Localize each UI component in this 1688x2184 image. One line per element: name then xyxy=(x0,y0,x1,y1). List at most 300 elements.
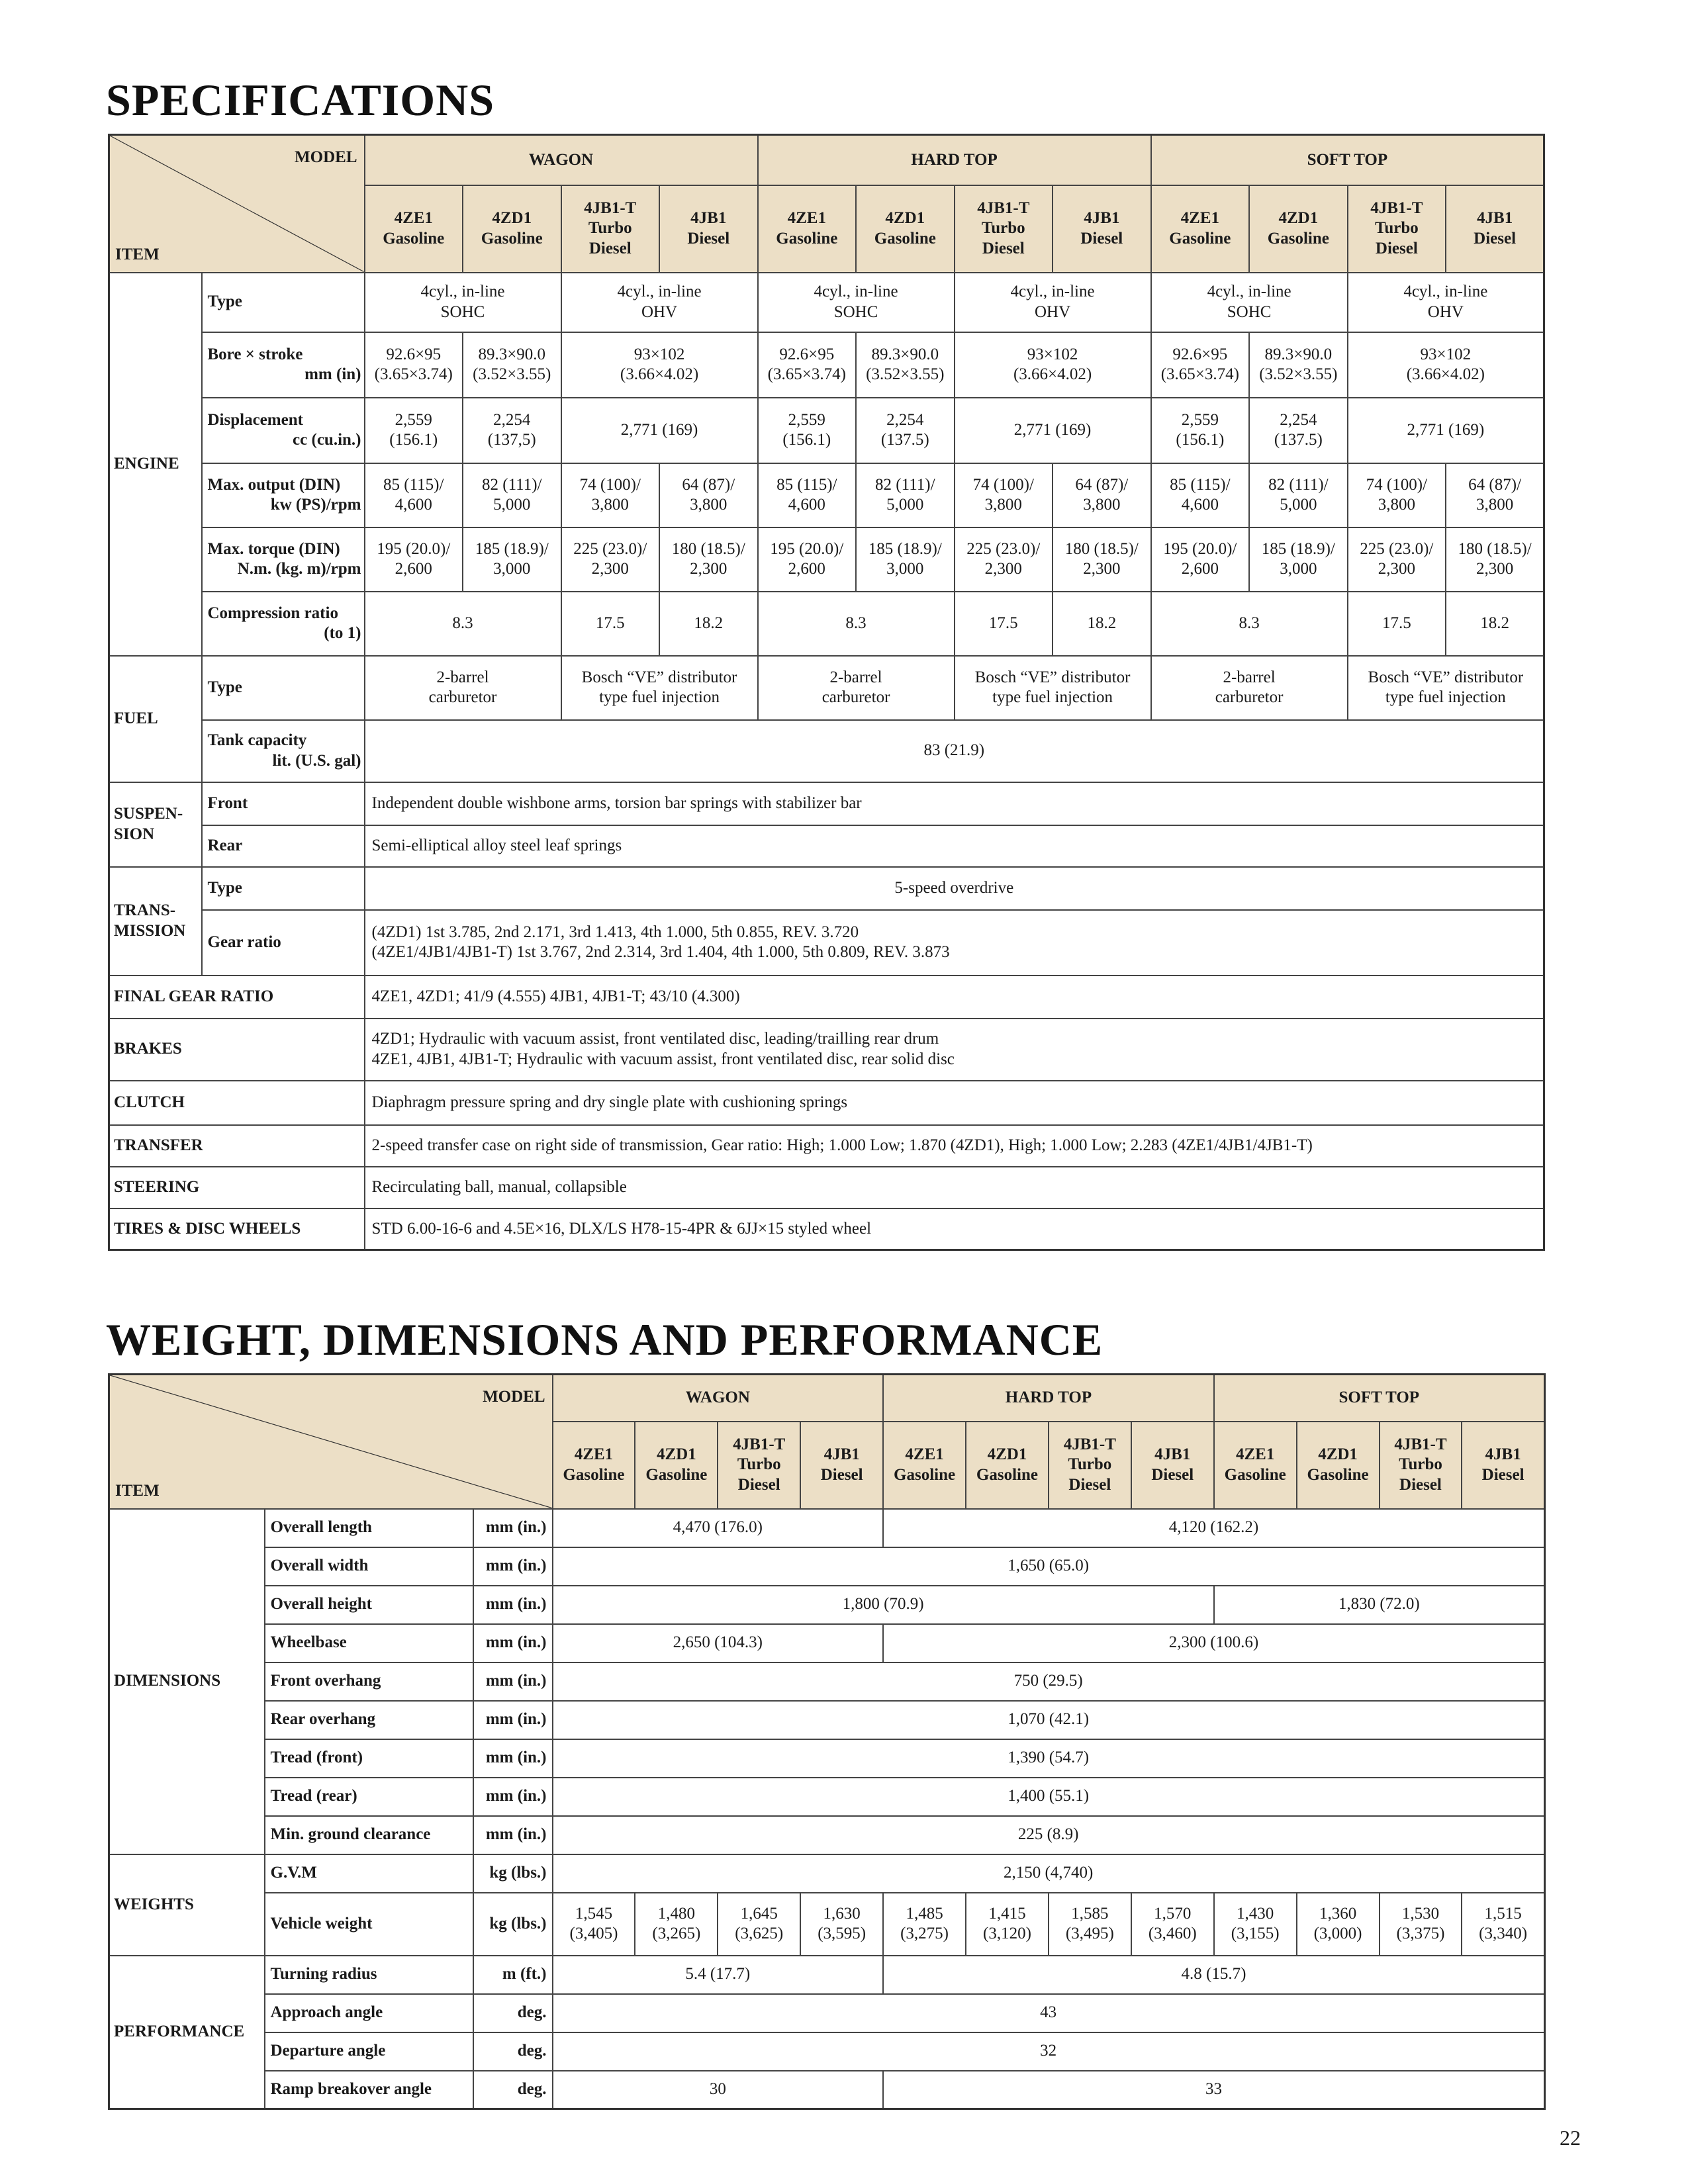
item-label-cell xyxy=(202,463,365,527)
value-cell: 8.3 xyxy=(365,592,561,656)
engine-code: 4ZE1 xyxy=(1236,1445,1275,1463)
engine-code: 4JB1 xyxy=(823,1445,860,1463)
value-cell: 4cyl., in-line SOHC xyxy=(758,273,955,332)
value-cell: 32 xyxy=(553,2032,1545,2071)
unit-label: mm (in.) xyxy=(473,1509,553,1547)
engine-type: Diesel xyxy=(1474,229,1517,248)
unit-label: mm (in.) xyxy=(473,1662,553,1701)
row-brakes xyxy=(109,1019,1544,1081)
value-cell: (4ZD1) 1st 3.785, 2nd 2.171, 3rd 1.413, 4th 1.000, 5th 0.855, REV. 3.720 (4ZE1/4JB1/4JB1-T) 1st 3.767, 2nd 2.314, 3rd 1.404, 4th 1.000, 5th 0.809, REV. 3.873 xyxy=(365,910,1544,976)
section-label: WEIGHTS xyxy=(109,1854,265,1956)
engine-code: 4JB1-T xyxy=(977,199,1030,217)
item-label-cell xyxy=(202,782,365,825)
unit-label: m (ft.) xyxy=(473,1956,553,1994)
value-cell: 2,771 (169) xyxy=(955,398,1151,463)
item-label-cell xyxy=(202,867,365,910)
value-cell: 4,120 (162.2) xyxy=(883,1509,1544,1547)
value-cell: 195 (20.0)/ 2,600 xyxy=(1151,527,1250,592)
value-cell: 1,800 (70.9) xyxy=(553,1586,1214,1624)
engine-header xyxy=(553,1422,635,1509)
engine-type: Gasoline xyxy=(481,229,543,248)
engine-code: 4JB1-T xyxy=(1370,199,1423,217)
value-cell: 92.6×95 (3.65×3.74) xyxy=(1151,332,1250,398)
row-performance-turning-radius xyxy=(109,1956,1545,1994)
item-label: Rear xyxy=(207,836,243,854)
value-cell: 74 (100)/ 3,800 xyxy=(1348,463,1446,527)
unit-label: mm (in.) xyxy=(473,1624,553,1662)
value-cell: 5-speed overdrive xyxy=(365,867,1544,910)
value-cell: 1,415 (3,120) xyxy=(966,1893,1049,1956)
row-engine-type xyxy=(109,273,1544,332)
value-cell: 225 (8.9) xyxy=(553,1816,1545,1854)
unit-label: kw (PS)/rpm xyxy=(270,496,361,514)
unit-label: (to 1) xyxy=(324,624,361,642)
row-engine-compression-ratio xyxy=(109,592,1544,656)
value-cell: 4cyl., in-line OHV xyxy=(1348,273,1544,332)
item-label: Approach angle xyxy=(265,1994,473,2032)
engine-type: Gasoline xyxy=(976,1465,1038,1484)
value-cell: 2,771 (169) xyxy=(561,398,758,463)
value-cell: 93×102 (3.66×4.02) xyxy=(955,332,1151,398)
item-label: Ramp breakover angle xyxy=(265,2071,473,2109)
value-cell: 4,470 (176.0) xyxy=(553,1509,884,1547)
item-label: ITEM xyxy=(115,246,160,263)
engine-type: Gasoline xyxy=(874,229,936,248)
unit-label: mm (in.) xyxy=(473,1778,553,1816)
value-cell: 17.5 xyxy=(1348,592,1446,656)
engine-code: 4ZE1 xyxy=(394,209,433,227)
value-cell: 195 (20.0)/ 2,600 xyxy=(758,527,857,592)
value-cell: 1,430 (3,155) xyxy=(1214,1893,1297,1956)
engine-type: Turbo Diesel xyxy=(1374,219,1419,257)
item-label: Tank capacity xyxy=(207,731,307,749)
engine-header xyxy=(1131,1422,1214,1509)
value-cell: 1,480 (3,265) xyxy=(635,1893,718,1956)
row-weights-g-v-m xyxy=(109,1854,1545,1893)
item-label: Type xyxy=(207,878,242,897)
engine-header xyxy=(463,185,561,273)
unit-label: deg. xyxy=(473,2032,553,2071)
row-trans-mission-gear-ratio xyxy=(109,910,1544,976)
engine-code: 4JB1 xyxy=(1154,1445,1191,1463)
item-label: Overall width xyxy=(265,1547,473,1586)
value-cell: 93×102 (3.66×4.02) xyxy=(561,332,758,398)
engine-type: Turbo Diesel xyxy=(588,219,632,257)
item-label: Tread (rear) xyxy=(265,1778,473,1816)
unit-label: mm (in.) xyxy=(473,1816,553,1854)
section-label: TRANSFER xyxy=(109,1125,365,1167)
value-cell: 180 (18.5)/ 2,300 xyxy=(659,527,758,592)
engine-header xyxy=(1380,1422,1462,1509)
value-cell: 4cyl., in-line OHV xyxy=(955,273,1151,332)
section-label: SUSPEN- SION xyxy=(109,782,202,867)
value-cell: 64 (87)/ 3,800 xyxy=(1446,463,1544,527)
value-cell: STD 6.00-16-6 and 4.5E×16, DLX/LS H78-15-4PR & 6JJ×15 styled wheel xyxy=(365,1208,1544,1250)
value-cell: 74 (100)/ 3,800 xyxy=(561,463,660,527)
unit-label: deg. xyxy=(473,2071,553,2109)
weight-dimensions-performance-title: WEIGHT, DIMENSIONS AND PERFORMANCE xyxy=(106,1314,1103,1365)
row-trans-mission-type xyxy=(109,867,1544,910)
value-cell: Recirculating ball, manual, collapsible xyxy=(365,1167,1544,1208)
item-label: Type xyxy=(207,678,242,696)
engine-type: Diesel xyxy=(1151,1465,1194,1484)
section-label: CLUTCH xyxy=(109,1081,365,1125)
row-transfer xyxy=(109,1125,1544,1167)
unit-label: mm (in.) xyxy=(473,1701,553,1739)
value-cell: 18.2 xyxy=(1446,592,1544,656)
value-cell: 1,630 (3,595) xyxy=(800,1893,883,1956)
item-label: Overall length xyxy=(265,1509,473,1547)
value-cell: 2-barrel carburetor xyxy=(1151,656,1348,720)
body-type-header-hard-top: HARD TOP xyxy=(883,1375,1214,1422)
value-cell: 4.8 (15.7) xyxy=(883,1956,1544,1994)
engine-type: Diesel xyxy=(1481,1465,1524,1484)
value-cell: 2,254 (137,5) xyxy=(463,398,561,463)
section-label: ENGINE xyxy=(109,273,202,656)
engine-header xyxy=(800,1422,883,1509)
engine-type: Gasoline xyxy=(1169,229,1231,248)
engine-code: 4JB1 xyxy=(1485,1445,1521,1463)
engine-type: Gasoline xyxy=(645,1465,708,1484)
item-label: Vehicle weight xyxy=(265,1893,473,1956)
value-cell: 93×102 (3.66×4.02) xyxy=(1348,332,1544,398)
row-dimensions-overall-width xyxy=(109,1547,1545,1586)
engine-type: Gasoline xyxy=(894,1465,956,1484)
value-cell: 180 (18.5)/ 2,300 xyxy=(1446,527,1544,592)
value-cell: 1,830 (72.0) xyxy=(1214,1586,1545,1624)
engine-type: Diesel xyxy=(820,1465,863,1484)
model-label: MODEL xyxy=(483,1388,545,1406)
unit-label: cc (cu.in.) xyxy=(293,431,361,449)
section-label: STEERING xyxy=(109,1167,365,1208)
unit-label: kg (lbs.) xyxy=(473,1893,553,1956)
value-cell: 2,300 (100.6) xyxy=(883,1624,1544,1662)
value-cell: 1,485 (3,275) xyxy=(883,1893,966,1956)
engine-header xyxy=(1249,185,1348,273)
value-cell: 4cyl., in-line SOHC xyxy=(1151,273,1348,332)
value-cell: 1,360 (3,000) xyxy=(1297,1893,1380,1956)
value-cell: 185 (18.9)/ 3,000 xyxy=(856,527,955,592)
engine-type: Gasoline xyxy=(1267,229,1329,248)
engine-code: 4JB1 xyxy=(1084,209,1120,227)
item-label: Min. ground clearance xyxy=(265,1816,473,1854)
unit-label: mm (in.) xyxy=(473,1739,553,1778)
section-label: PERFORMANCE xyxy=(109,1956,265,2109)
engine-code: 4ZE1 xyxy=(574,1445,614,1463)
value-cell: 4ZE1, 4ZD1; 41/9 (4.555) 4JB1, 4JB1-T; 43/10 (4.300) xyxy=(365,976,1544,1019)
row-performance-approach-angle xyxy=(109,1994,1545,2032)
value-cell: 85 (115)/ 4,600 xyxy=(758,463,857,527)
value-cell: 92.6×95 (3.65×3.74) xyxy=(758,332,857,398)
unit-label: kg (lbs.) xyxy=(473,1854,553,1893)
row-engine-bore-stroke xyxy=(109,332,1544,398)
value-cell: 1,530 (3,375) xyxy=(1380,1893,1462,1956)
engine-header xyxy=(1053,185,1151,273)
value-cell: 82 (111)/ 5,000 xyxy=(463,463,561,527)
unit-label: lit. (U.S. gal) xyxy=(272,751,361,770)
engine-code: 4ZD1 xyxy=(656,1445,696,1463)
item-label-cell xyxy=(202,656,365,720)
value-cell: 1,390 (54.7) xyxy=(553,1739,1545,1778)
engine-header xyxy=(856,185,955,273)
engine-type: Turbo Diesel xyxy=(981,219,1025,257)
value-cell: 2-barrel carburetor xyxy=(758,656,955,720)
value-cell: Bosch “VE” distributor type fuel injection xyxy=(561,656,758,720)
row-final-gear-ratio xyxy=(109,976,1544,1019)
value-cell: 195 (20.0)/ 2,600 xyxy=(365,527,463,592)
item-label: ITEM xyxy=(115,1482,160,1500)
value-cell: 85 (115)/ 4,600 xyxy=(365,463,463,527)
engine-code: 4ZD1 xyxy=(492,209,532,227)
value-cell: 1,070 (42.1) xyxy=(553,1701,1545,1739)
value-cell: 8.3 xyxy=(758,592,955,656)
value-cell: Bosch “VE” distributor type fuel injection xyxy=(955,656,1151,720)
body-type-header-soft-top: SOFT TOP xyxy=(1214,1375,1545,1422)
engine-header xyxy=(561,185,660,273)
value-cell: 2,650 (104.3) xyxy=(553,1624,884,1662)
value-cell: 1,645 (3,625) xyxy=(718,1893,800,1956)
value-cell: Semi-elliptical alloy steel leaf springs xyxy=(365,825,1544,867)
engine-header xyxy=(955,185,1053,273)
row-engine-displacement xyxy=(109,398,1544,463)
value-cell: 4ZD1; Hydraulic with vacuum assist, front ventilated disc, leading/trailling rear drum 4ZE1, 4JB1, 4JB1-T; Hydraulic with vacuum assist, front ventilated disc, rear solid disc xyxy=(365,1019,1544,1081)
engine-header xyxy=(718,1422,800,1509)
item-label: Turning radius xyxy=(265,1956,473,1994)
value-cell: 85 (115)/ 4,600 xyxy=(1151,463,1250,527)
item-label: Front xyxy=(207,794,248,812)
item-label: Rear overhang xyxy=(265,1701,473,1739)
section-label: DIMENSIONS xyxy=(109,1509,265,1854)
engine-type: Diesel xyxy=(687,229,730,248)
item-label: Max. torque (DIN) xyxy=(207,539,340,558)
value-cell: 2,254 (137.5) xyxy=(1249,398,1348,463)
engine-header xyxy=(1151,185,1250,273)
engine-code: 4JB1 xyxy=(1477,209,1513,227)
value-cell: Bosch “VE” distributor type fuel injection xyxy=(1348,656,1544,720)
body-type-header-soft-top: SOFT TOP xyxy=(1151,135,1544,185)
engine-header xyxy=(1348,185,1446,273)
item-label: Displacement xyxy=(207,410,303,429)
engine-type: Turbo Diesel xyxy=(1068,1455,1112,1494)
item-label: Type xyxy=(207,293,242,311)
row-fuel-tank-capacity xyxy=(109,720,1544,782)
row-performance-departure-angle xyxy=(109,2032,1545,2071)
row-dimensions-wheelbase xyxy=(109,1624,1545,1662)
engine-header xyxy=(1297,1422,1380,1509)
engine-code: 4ZD1 xyxy=(987,1445,1027,1463)
model-item-corner-cell xyxy=(109,1375,553,1509)
specifications-table xyxy=(108,134,1545,1251)
unit-label: mm (in) xyxy=(305,365,361,383)
item-label-cell xyxy=(202,910,365,976)
section-label: TIRES & DISC WHEELS xyxy=(109,1208,365,1250)
value-cell: 17.5 xyxy=(561,592,660,656)
value-cell: 2-barrel carburetor xyxy=(365,656,561,720)
value-cell: Independent double wishbone arms, torsion bar springs with stabilizer bar xyxy=(365,782,1544,825)
engine-code: 4JB1 xyxy=(690,209,727,227)
value-cell: 83 (21.9) xyxy=(365,720,1544,782)
section-label: TRANS- MISSION xyxy=(109,867,202,976)
row-suspen-sion-front xyxy=(109,782,1544,825)
row-dimensions-tread-rear- xyxy=(109,1778,1545,1816)
specifications-title: SPECIFICATIONS xyxy=(106,75,495,125)
value-cell: 225 (23.0)/ 2,300 xyxy=(1348,527,1446,592)
engine-code: 4JB1-T xyxy=(584,199,637,217)
engine-code: 4JB1-T xyxy=(1394,1435,1447,1453)
value-cell: 225 (23.0)/ 2,300 xyxy=(955,527,1053,592)
engine-type: Diesel xyxy=(1080,229,1123,248)
row-suspen-sion-rear xyxy=(109,825,1544,867)
item-label-cell xyxy=(202,720,365,782)
value-cell: 750 (29.5) xyxy=(553,1662,1545,1701)
item-label: Compression ratio xyxy=(207,604,338,622)
value-cell: 89.3×90.0 (3.52×3.55) xyxy=(1249,332,1348,398)
row-dimensions-overall-height xyxy=(109,1586,1545,1624)
row-dimensions-overall-length xyxy=(109,1509,1545,1547)
value-cell: 43 xyxy=(553,1994,1545,2032)
value-cell: 1,400 (55.1) xyxy=(553,1778,1545,1816)
item-label-cell xyxy=(202,825,365,867)
value-cell: 180 (18.5)/ 2,300 xyxy=(1053,527,1151,592)
section-label: BRAKES xyxy=(109,1019,365,1081)
value-cell: 30 xyxy=(553,2071,884,2109)
unit-label: deg. xyxy=(473,1994,553,2032)
engine-header xyxy=(1214,1422,1297,1509)
row-dimensions-tread-front- xyxy=(109,1739,1545,1778)
item-label-cell xyxy=(202,273,365,332)
row-tires-disc-wheels xyxy=(109,1208,1544,1250)
engine-header xyxy=(365,185,463,273)
value-cell: 2,254 (137.5) xyxy=(856,398,955,463)
item-label: Max. output (DIN) xyxy=(207,475,341,494)
value-cell: 4cyl., in-line SOHC xyxy=(365,273,561,332)
row-weights-vehicle-weight xyxy=(109,1893,1545,1956)
engine-code: 4ZE1 xyxy=(787,209,826,227)
model-item-corner-cell xyxy=(109,135,365,273)
weight-dimensions-performance-table xyxy=(108,1373,1546,2110)
engine-header xyxy=(1462,1422,1544,1509)
section-label: FUEL xyxy=(109,656,202,782)
row-dimensions-min-ground-clearance xyxy=(109,1816,1545,1854)
engine-code: 4ZD1 xyxy=(885,209,925,227)
item-label: Departure angle xyxy=(265,2032,473,2071)
item-label: G.V.M xyxy=(265,1854,473,1893)
row-engine-max-torque-din- xyxy=(109,527,1544,592)
value-cell: 1,585 (3,495) xyxy=(1049,1893,1131,1956)
engine-header xyxy=(635,1422,718,1509)
value-cell: 1,570 (3,460) xyxy=(1131,1893,1214,1956)
row-engine-max-output-din- xyxy=(109,463,1544,527)
unit-label: mm (in.) xyxy=(473,1547,553,1586)
value-cell: 1,545 (3,405) xyxy=(553,1893,635,1956)
engine-header xyxy=(659,185,758,273)
value-cell: 82 (111)/ 5,000 xyxy=(856,463,955,527)
value-cell: 64 (87)/ 3,800 xyxy=(1053,463,1151,527)
engine-type: Gasoline xyxy=(383,229,445,248)
header-row-groups xyxy=(109,135,1544,185)
value-cell: 18.2 xyxy=(659,592,758,656)
engine-header xyxy=(883,1422,966,1509)
engine-type: Gasoline xyxy=(776,229,838,248)
engine-type: Gasoline xyxy=(563,1465,625,1484)
item-label-cell xyxy=(202,332,365,398)
value-cell: 1,650 (65.0) xyxy=(553,1547,1545,1586)
item-label: Wheelbase xyxy=(265,1624,473,1662)
body-type-header-hard-top: HARD TOP xyxy=(758,135,1151,185)
engine-type: Gasoline xyxy=(1224,1465,1286,1484)
value-cell: 1,515 (3,340) xyxy=(1462,1893,1544,1956)
value-cell: 2,559 (156.1) xyxy=(1151,398,1250,463)
unit-label: mm (in.) xyxy=(473,1586,553,1624)
item-label-cell xyxy=(202,527,365,592)
engine-header xyxy=(758,185,857,273)
unit-label: N.m. (kg. m)/rpm xyxy=(237,560,361,578)
value-cell: 8.3 xyxy=(1151,592,1348,656)
value-cell: 82 (111)/ 5,000 xyxy=(1249,463,1348,527)
row-steering xyxy=(109,1167,1544,1208)
value-cell: 2,771 (169) xyxy=(1348,398,1544,463)
item-label: Overall height xyxy=(265,1586,473,1624)
engine-code: 4JB1-T xyxy=(733,1435,786,1453)
engine-type: Turbo Diesel xyxy=(737,1455,781,1494)
value-cell: 89.3×90.0 (3.52×3.55) xyxy=(463,332,561,398)
row-dimensions-rear-overhang xyxy=(109,1701,1545,1739)
row-fuel-type xyxy=(109,656,1544,720)
value-cell: 185 (18.9)/ 3,000 xyxy=(463,527,561,592)
section-label: FINAL GEAR RATIO xyxy=(109,976,365,1019)
item-label-cell xyxy=(202,592,365,656)
value-cell: 33 xyxy=(883,2071,1544,2109)
engine-code: 4ZD1 xyxy=(1278,209,1319,227)
value-cell: 2,559 (156.1) xyxy=(365,398,463,463)
value-cell: 185 (18.9)/ 3,000 xyxy=(1249,527,1348,592)
row-performance-ramp-breakover-angle xyxy=(109,2071,1545,2109)
body-type-header-wagon: WAGON xyxy=(365,135,758,185)
item-label: Gear ratio xyxy=(207,933,281,951)
value-cell: 2-speed transfer case on right side of transmission, Gear ratio: High; 1.000 Low; 1.870 (4ZD1), High; 1.000 Low; 2.283 (4ZE1/4JB1/4JB1-T) xyxy=(365,1125,1544,1167)
value-cell: 74 (100)/ 3,800 xyxy=(955,463,1053,527)
model-label: MODEL xyxy=(295,148,357,166)
body-type-header-wagon: WAGON xyxy=(553,1375,884,1422)
engine-header xyxy=(1446,185,1544,273)
engine-code: 4ZE1 xyxy=(905,1445,944,1463)
value-cell: 17.5 xyxy=(955,592,1053,656)
value-cell: 89.3×90.0 (3.52×3.55) xyxy=(856,332,955,398)
item-label: Tread (front) xyxy=(265,1739,473,1778)
item-label-cell xyxy=(202,398,365,463)
value-cell: Diaphragm pressure spring and dry single plate with cushioning springs xyxy=(365,1081,1544,1125)
row-dimensions-front-overhang xyxy=(109,1662,1545,1701)
value-cell: 4cyl., in-line OHV xyxy=(561,273,758,332)
value-cell: 92.6×95 (3.65×3.74) xyxy=(365,332,463,398)
engine-code: 4ZD1 xyxy=(1318,1445,1358,1463)
value-cell: 2,150 (4,740) xyxy=(553,1854,1545,1893)
engine-code: 4JB1-T xyxy=(1063,1435,1116,1453)
engine-type: Gasoline xyxy=(1307,1465,1369,1484)
value-cell: 64 (87)/ 3,800 xyxy=(659,463,758,527)
value-cell: 18.2 xyxy=(1053,592,1151,656)
value-cell: 5.4 (17.7) xyxy=(553,1956,884,1994)
header-row-groups xyxy=(109,1375,1545,1422)
engine-header xyxy=(1049,1422,1131,1509)
row-clutch xyxy=(109,1081,1544,1125)
value-cell: 2,559 (156.1) xyxy=(758,398,857,463)
engine-type: Turbo Diesel xyxy=(1399,1455,1442,1494)
item-label: Bore × stroke xyxy=(207,345,303,363)
engine-code: 4ZE1 xyxy=(1180,209,1220,227)
page-number: 22 xyxy=(1560,2126,1581,2150)
item-label: Front overhang xyxy=(265,1662,473,1701)
